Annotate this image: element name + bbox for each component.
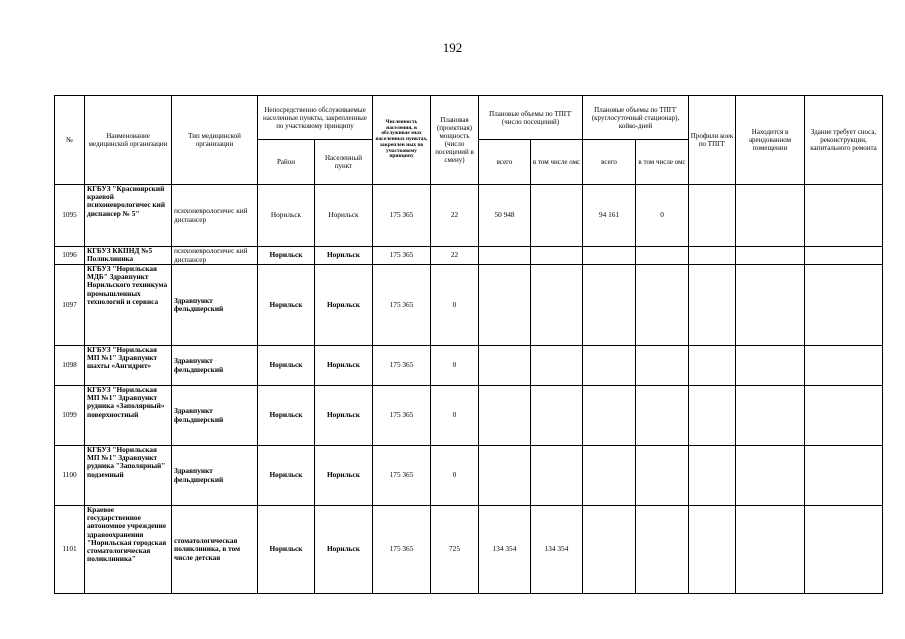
table-row [55, 185, 883, 247]
row-visits-oms [531, 446, 583, 506]
header-profiles: Профили коек по ТПГГ [689, 96, 736, 185]
header-visits-oms: в том числе омс [531, 140, 583, 185]
row-population: 175 365 [373, 506, 431, 594]
row-locality: Норильск [315, 265, 373, 346]
row-num: 1099 [55, 386, 85, 446]
row-days-oms [636, 506, 689, 594]
row-district: Норильск [258, 247, 315, 265]
row-demolition [805, 265, 883, 346]
row-days-total: 94 161 [583, 185, 636, 247]
header-days-total: всего [583, 140, 636, 185]
medical-organizations-table [54, 95, 883, 594]
row-name: КГБУЗ "Норильская МП №1" Здравпункт рудника «Заполярный» поверхностный [85, 386, 172, 446]
row-capacity: 0 [431, 346, 479, 386]
row-population: 175 365 [373, 446, 431, 506]
row-district: Норильск [258, 265, 315, 346]
row-visits-oms [531, 185, 583, 247]
header-rented: Находится в арендованном помещении [736, 96, 805, 185]
row-num: 1095 [55, 185, 85, 247]
row-days-oms [636, 346, 689, 386]
row-profiles [689, 346, 736, 386]
row-profiles [689, 506, 736, 594]
row-days-oms [636, 265, 689, 346]
row-locality: Норильск [315, 185, 373, 247]
row-days-oms [636, 386, 689, 446]
page-number: 192 [442, 40, 463, 55]
row-profiles [689, 446, 736, 506]
row-demolition [805, 506, 883, 594]
row-visits-oms [531, 386, 583, 446]
header-tpgg-visits: Плановые объемы по ТПГГ (число посещений) [479, 96, 583, 140]
row-profiles [689, 185, 736, 247]
row-locality: Норильск [315, 506, 373, 594]
row-district: Норильск [258, 386, 315, 446]
row-rented [736, 506, 805, 594]
header-type: Тип медицинской организации [172, 96, 258, 185]
row-population: 175 365 [373, 386, 431, 446]
row-locality: Норильск [315, 446, 373, 506]
row-days-total [583, 446, 636, 506]
row-rented [736, 386, 805, 446]
header-num: № [55, 96, 85, 185]
header-tpgg-days: Плановые объемы по ТПГГ (круглосуточный стационар), койко-дней [583, 96, 689, 140]
row-visits-total: 50 948 [479, 185, 531, 247]
row-num: 1101 [55, 506, 85, 594]
row-name: КГБУЗ "Красноярский краевой психоневрологичес кий диспансер № 5" [85, 185, 172, 247]
row-population: 175 365 [373, 265, 431, 346]
header-locality: Населенный пункт [315, 140, 373, 185]
header-days-oms: в том числе омс [636, 140, 689, 185]
table-row [55, 386, 883, 446]
table-row [55, 247, 883, 265]
row-demolition [805, 446, 883, 506]
row-visits-oms: 134 354 [531, 506, 583, 594]
row-district: Норильск [258, 185, 315, 247]
row-rented [736, 247, 805, 265]
row-name: КГБУЗ ККПНД №5 Поликлиника [85, 247, 172, 265]
table-row [55, 506, 883, 594]
row-locality: Норильск [315, 247, 373, 265]
row-type: стоматологическая поликлиника, в том числе детская [172, 506, 258, 594]
row-capacity: 22 [431, 185, 479, 247]
row-type: психоневрологичес кий диспансер [172, 185, 258, 247]
row-name: КГБУЗ "Норильская МП №1" Здравпункт шахты «Ангидрит» [85, 346, 172, 386]
row-capacity: 0 [431, 446, 479, 506]
row-population: 175 365 [373, 247, 431, 265]
row-visits-total [479, 446, 531, 506]
row-name: Краевое государственное автономное учреждение здравоохранения "Норильская городская стоматологическая поликлиника" [85, 506, 172, 594]
row-profiles [689, 265, 736, 346]
header-served: Непосредственно обслуживаемые населенные пункты, закрепленные по участковому принципу [258, 96, 373, 140]
header-name: Наименование медицинской организации [85, 96, 172, 185]
row-capacity: 22 [431, 247, 479, 265]
row-days-oms [636, 446, 689, 506]
row-demolition [805, 247, 883, 265]
row-profiles [689, 247, 736, 265]
row-visits-total [479, 346, 531, 386]
row-demolition [805, 185, 883, 247]
row-visits-oms [531, 346, 583, 386]
row-population: 175 365 [373, 185, 431, 247]
row-visits-total [479, 386, 531, 446]
row-locality: Норильск [315, 346, 373, 386]
header-district: Район [258, 140, 315, 185]
table-row [55, 346, 883, 386]
row-days-oms: 0 [636, 185, 689, 247]
row-type: психоневрологичес кий диспансер [172, 247, 258, 265]
row-days-total [583, 265, 636, 346]
row-num: 1096 [55, 247, 85, 265]
row-district: Норильск [258, 506, 315, 594]
row-visits-oms [531, 247, 583, 265]
header-capacity: Плановая (проектная) мощность (число посещений в смену) [431, 96, 479, 185]
row-visits-total [479, 265, 531, 346]
row-rented [736, 346, 805, 386]
row-locality: Норильск [315, 386, 373, 446]
header-visits-total: всего [479, 140, 531, 185]
row-rented [736, 265, 805, 346]
row-days-total [583, 346, 636, 386]
row-type: Здравпункт фельдшерский [172, 265, 258, 346]
row-rented [736, 446, 805, 506]
row-district: Норильск [258, 446, 315, 506]
row-rented [736, 185, 805, 247]
row-visits-oms [531, 265, 583, 346]
row-capacity: 725 [431, 506, 479, 594]
row-capacity: 0 [431, 386, 479, 446]
header-population: Численность населения, в обслуживае мых населенных пунктах, закреплен ных по участковому принципу [373, 96, 431, 185]
row-num: 1098 [55, 346, 85, 386]
header-demolition: Здание требует сноса, реконструкции, капитального ремонта [805, 96, 883, 185]
row-name: КГБУЗ "Норильская МП №1" Здравпункт рудника "Заполярный" подземный [85, 446, 172, 506]
row-type: Здравпункт фельдшерский [172, 446, 258, 506]
row-demolition [805, 346, 883, 386]
row-days-oms [636, 247, 689, 265]
row-visits-total: 134 354 [479, 506, 531, 594]
row-type: Здравпункт фельдшерский [172, 346, 258, 386]
row-district: Норильск [258, 346, 315, 386]
row-num: 1100 [55, 446, 85, 506]
row-visits-total [479, 247, 531, 265]
row-days-total [583, 247, 636, 265]
table-row [55, 446, 883, 506]
row-days-total [583, 506, 636, 594]
row-demolition [805, 386, 883, 446]
row-profiles [689, 386, 736, 446]
row-name: КГБУЗ "Норильская МДБ" Здравпункт Норильского техникума промышленных технологий и сервиса [85, 265, 172, 346]
row-num: 1097 [55, 265, 85, 346]
table-row [55, 265, 883, 346]
row-type: Здравпункт фельдшерский [172, 386, 258, 446]
row-days-total [583, 386, 636, 446]
row-population: 175 365 [373, 346, 431, 386]
row-capacity: 0 [431, 265, 479, 346]
